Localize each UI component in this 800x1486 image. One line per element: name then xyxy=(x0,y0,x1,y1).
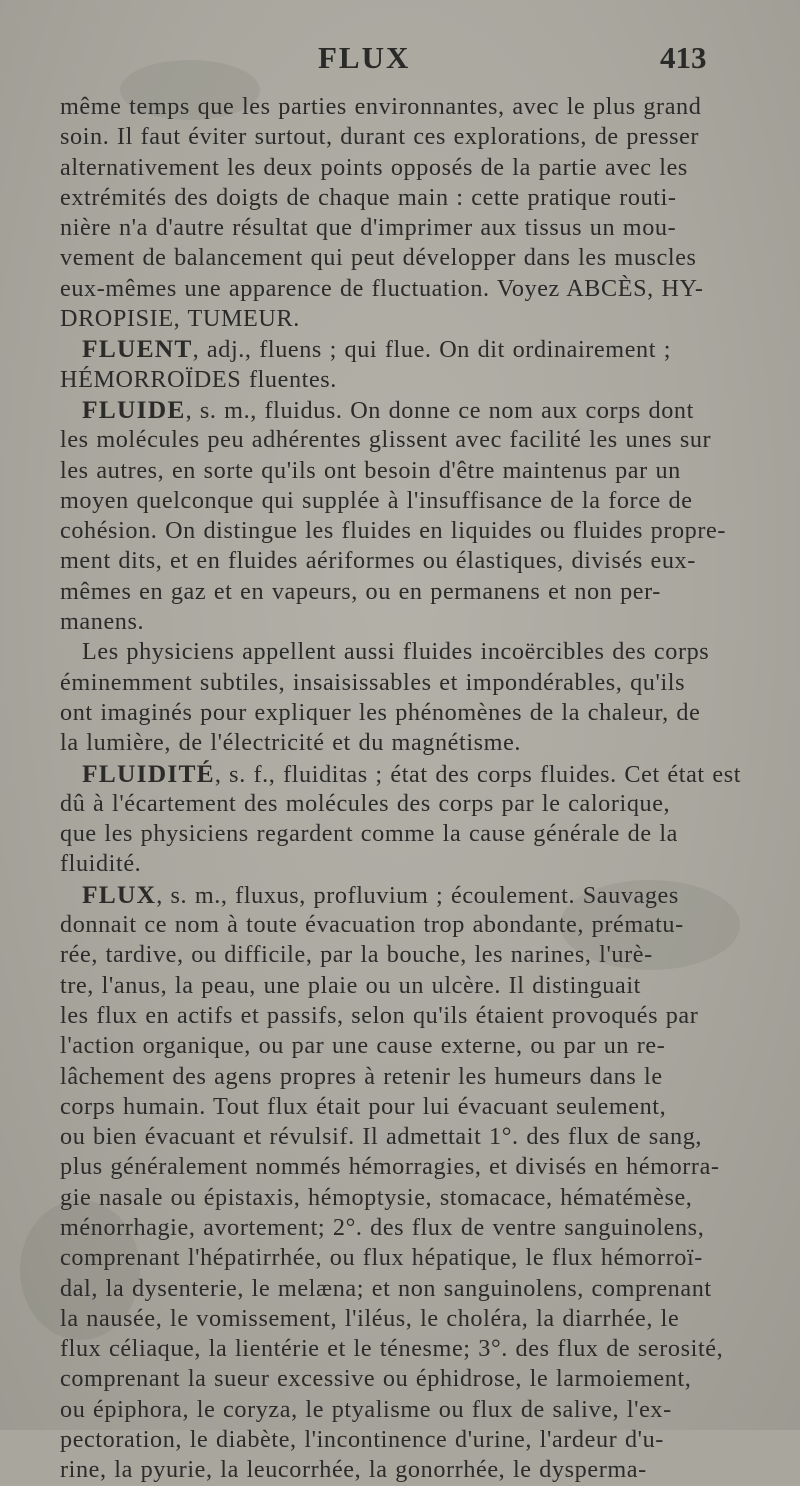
text-line xyxy=(60,1213,750,1243)
line-text: mêmes en gaz et en vapeurs, ou en permanens et non per- xyxy=(60,577,661,605)
line-text: que les physiciens regardent comme la cause générale de la xyxy=(60,820,678,848)
line-text: cohésion. On distingue les fluides en liquides ou fluides propre- xyxy=(60,517,727,545)
line-text: tre, l'anus, la peau, une plaie ou un ulcère. Il distinguait xyxy=(60,971,641,999)
line-text: même temps que les parties environnantes, avec le plus grand xyxy=(60,93,702,120)
text-line xyxy=(60,183,750,213)
text-line xyxy=(60,1455,750,1485)
text-line xyxy=(60,1122,750,1152)
line-text: les flux en actifs et passifs, selon qu'ils étaient provoqués par xyxy=(60,1001,699,1029)
line-text: eux-mêmes une apparence de fluctuation. Voyez ABCÈS, HY- xyxy=(60,274,704,302)
entry-headword: FLUIDE xyxy=(82,394,186,424)
text-line xyxy=(60,546,750,576)
line-text: dal, la dysenterie, le melæna; et non sanguinolens, comprenant xyxy=(60,1274,712,1302)
line-text: gie nasale ou épistaxis, hémoptysie, stomacace, hématémèse, xyxy=(60,1183,693,1211)
text-line xyxy=(60,1152,750,1182)
text-line xyxy=(60,668,750,698)
text-line xyxy=(60,849,750,879)
page-number: 413 xyxy=(660,40,707,75)
line-text: pectoration, le diabète, l'incontinence d'urine, l'ardeur d'u- xyxy=(60,1426,664,1454)
line-text: vement de balancement qui peut développer dans les muscles xyxy=(60,244,697,272)
text-line xyxy=(60,577,750,607)
line-text: manens. xyxy=(60,608,145,636)
text-line xyxy=(60,395,750,425)
line-text: moyen quelconque qui supplée à l'insuffisance de la force de xyxy=(60,486,693,514)
line-text: donnait ce nom à toute évacuation trop abondante, prématu- xyxy=(60,911,684,939)
text-line xyxy=(60,1001,750,1031)
line-text: alternativement les deux points opposés de la partie avec les xyxy=(60,153,688,181)
line-text: corps humain. Tout flux était pour lui évacuant seulement, xyxy=(60,1092,667,1120)
line-text: la nausée, le vomissement, l'iléus, le choléra, la diarrhée, le xyxy=(60,1304,680,1332)
line-text: , s. m., fluxus, profluvium ; écoulement. Sauvages xyxy=(156,881,679,909)
text-line xyxy=(60,880,750,910)
line-text: extrémités des doigts de chaque main : cette pratique routi- xyxy=(60,183,677,211)
line-text: , adj., fluens ; qui flue. On dit ordinairement ; xyxy=(192,336,672,364)
text-line xyxy=(60,637,750,667)
line-text: nière n'a d'autre résultat que d'imprimer aux tissus un mou- xyxy=(60,214,677,242)
text-line xyxy=(60,425,750,455)
text-line xyxy=(60,243,750,273)
line-text: comprenant l'hépatirrhée, ou flux hépatique, le flux hémorroï- xyxy=(60,1244,703,1272)
line-text: ou épiphora, le coryza, le ptyalisme ou flux de salive, l'ex- xyxy=(60,1395,672,1423)
text-line xyxy=(60,153,750,183)
line-text: ment dits, et en fluides aériformes ou élastiques, divisés eux- xyxy=(60,547,696,575)
line-text: éminemment subtiles, insaisissables et impondérables, qu'ils xyxy=(60,668,686,696)
text-line xyxy=(60,1062,750,1092)
line-text: soin. Il faut éviter surtout, durant ces explorations, de presser xyxy=(60,123,700,151)
text-line xyxy=(60,304,750,334)
text-line xyxy=(60,1304,750,1334)
line-text: , s. f., fluiditas ; état des corps fluides. Cet état est xyxy=(214,760,742,788)
text-line xyxy=(60,940,750,970)
line-text: HÉMORROÏDES fluentes. xyxy=(60,365,337,393)
text-line xyxy=(60,486,750,516)
text-line xyxy=(60,698,750,728)
line-text: DROPISIE, TUMEUR. xyxy=(60,305,300,333)
line-text: les autres, en sorte qu'ils ont besoin d'être maintenus par un xyxy=(60,456,681,484)
line-text: comprenant la sueur excessive ou éphidrose, le larmoiement, xyxy=(60,1365,692,1393)
line-text: plus généralement nommés hémorragies, et divisés en hémorra- xyxy=(60,1153,720,1181)
text-line xyxy=(60,1395,750,1425)
text-line xyxy=(60,1031,750,1061)
line-text: la lumière, de l'électricité et du magnétisme. xyxy=(60,729,522,757)
text-line xyxy=(60,213,750,243)
text-line xyxy=(60,1364,750,1394)
text-line xyxy=(60,334,750,364)
text-line xyxy=(60,971,750,1001)
text-line xyxy=(60,365,750,395)
line-text: , s. m., fluidus. On donne ce nom aux corps dont xyxy=(185,396,694,424)
text-line xyxy=(60,274,750,304)
line-text: flux céliaque, la lientérie et le ténesme; 3°. des flux de serosité, xyxy=(60,1335,724,1363)
line-text: rine, la pyurie, la leucorrhée, la gonorrhée, le dysperma- xyxy=(60,1456,647,1484)
line-text: lâchement des agens propres à retenir les humeurs dans le xyxy=(60,1062,663,1090)
text-line xyxy=(60,122,750,152)
text-line xyxy=(60,456,750,486)
line-text: les molécules peu adhérentes glissent avec facilité les unes sur xyxy=(60,426,712,454)
text-line xyxy=(60,1274,750,1304)
entry-headword: FLUX xyxy=(82,879,157,909)
text-line xyxy=(60,1092,750,1122)
text-line xyxy=(60,92,750,122)
running-head: FLUX xyxy=(318,40,411,75)
line-text: Les physiciens appellent aussi fluides incoërcibles des corps xyxy=(82,638,710,666)
line-text: ont imaginés pour expliquer les phénomènes de la chaleur, de xyxy=(60,698,701,726)
text-line xyxy=(60,1243,750,1273)
line-text: fluidité. xyxy=(60,850,142,878)
text-line xyxy=(60,516,750,546)
text-line xyxy=(60,728,750,758)
text-line xyxy=(60,819,750,849)
text-line xyxy=(60,1334,750,1364)
line-text: l'action organique, ou par une cause externe, ou par un re- xyxy=(60,1032,666,1060)
text-line xyxy=(60,759,750,789)
text-line xyxy=(60,789,750,819)
text-line xyxy=(60,1183,750,1213)
text-line xyxy=(60,1425,750,1455)
line-text: dû à l'écartement des molécules des corps par le calorique, xyxy=(60,789,671,817)
entry-headword: FLUIDITÉ xyxy=(82,758,215,788)
dictionary-text xyxy=(60,92,750,1486)
text-line xyxy=(60,607,750,637)
page-header xyxy=(0,40,800,84)
line-text: rée, tardive, ou difficile, par la bouche, les narines, l'urè- xyxy=(60,941,653,969)
text-line xyxy=(60,910,750,940)
line-text: ménorrhagie, avortement; 2°. des flux de ventre sanguinolens, xyxy=(60,1213,705,1241)
line-text: ou bien évacuant et révulsif. Il admettait 1°. des flux de sang, xyxy=(60,1123,703,1151)
entry-headword: FLUENT xyxy=(82,334,193,364)
